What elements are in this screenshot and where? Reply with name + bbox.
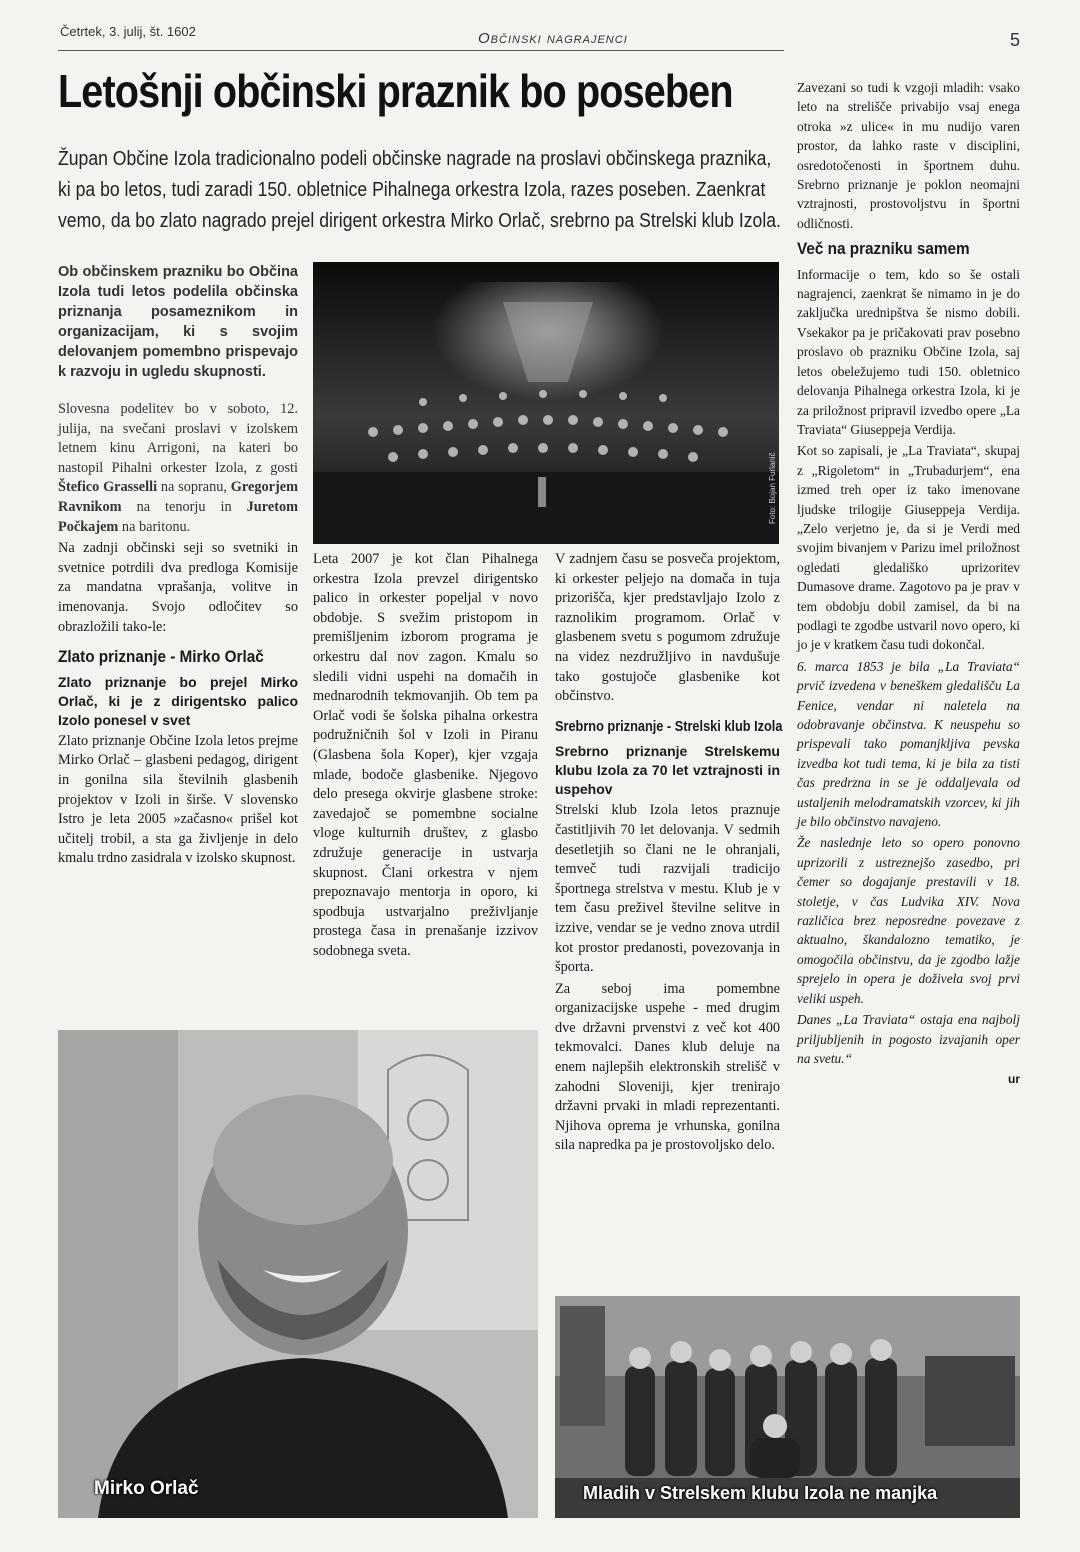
headline: Letošnji občinski praznik bo poseben: [58, 65, 733, 117]
intro-paragraph: Ob občinskem prazniku bo Občina Izola tudi letos podelila občinska priznanja posameznikom in organizacijam, ki s svojim delovanjem pomembno prispevajo k razvoju in ugledu skupnosti.: [58, 264, 298, 380]
section-title: Občinski nagrajenci: [478, 30, 628, 47]
paragraph: Zavezani so tudi k vzgoji mladih: vsako leto na strelišče privabijo vsaj enega otroka »z ulice« in mu nudijo varen prostor, da lahko raste v disciplini, osredotočenosti in športnem duhu. Srebrno priznanje je poklon neomajni vztrajnosti, prostovoljstvu in športni odličnosti.: [797, 80, 1020, 231]
page-number: 5: [1010, 30, 1021, 50]
column-4: [797, 78, 1020, 1090]
deck-silver: Srebrno priznanje Strelskemu klubu Izola za 70 let vztrajnosti in uspehov: [555, 743, 780, 798]
paragraph: Že naslednje leto so opero ponovno uprizorili z ustreznejšo zasedbo, pri čemer so dogajanje prestavili v 18. stoletje, v čas Ludvika XIV. Nova različica brez neposredne povezave z aktualno, škandalozno tematiko, je omogočila občinstvu, da je zgodbo lažje sprejelo in opera je doživela svoj prvi veliki uspeh.: [797, 835, 1020, 1006]
paragraph: 6. marca 1853 je bila „La Traviata“ prvič izvedena v beneškem gledališču La Fenice, vendar ni naletela na odobravanje občinstva. K neuspehu so prispevali tako pomanjkljiva pevska izvedba kot tudi tema, ki je bila za tisti čas predrzna in se je oddaljevala od ustaljenih melodramatskih vzorcev, ki jih je bilo občinstvo navajeno.: [797, 658, 1020, 830]
orchestra-photo: [313, 262, 779, 544]
author-signature: ur: [1008, 1072, 1020, 1087]
subheading-more: Več na prazniku samem: [797, 239, 970, 259]
subheading-silver: Srebrno priznanje - Strelski klub Izola: [555, 717, 783, 735]
column-2: [313, 550, 538, 963]
paragraph: V zadnjem času se posveča projektom, ki orkester peljejo na domača in tuja prizorišča, kjer predstavljajo Izolo z raznolikim programom. Orlač v glasbenem svetu s pogumom združuje na videz nezdružljivo in navdušuje tako gostujoče glasbenike kot občinstvo.: [555, 551, 780, 705]
column-1: [58, 262, 298, 871]
photo-caption: Mladih v Strelskem klubu Izola ne manjka: [583, 1483, 938, 1503]
paragraph: Strelski klub Izola letos praznuje častitljivih 70 let delovanja. V sedmih desetletjih so člani ne le ohranjali, temveč tudi razvijali tradicijo športnega strelstva v mestu. Klub je v tem času preživel številne selitve in izzive, vendar se je vedno znova utrdil kot prostor predanosti, povezovanja in športa.: [555, 802, 780, 976]
issue-date: Četrtek, 3. julij, št. 1602: [60, 24, 196, 39]
portrait-photo: [58, 1030, 538, 1518]
paragraph: Zlato priznanje Občine Izola letos prejme Mirko Orlač – glasbeni pedagog, dirigent in gonilna sila številnih glasbenih projektov v Izoli in širše. V slovensko Istro je leta 2005 »začasno« prišel kot učitelj trobil, a sta ga življenje in delo kmalu trdno zasidrala v izolsko skupnost.: [58, 732, 298, 867]
paragraph: Za seboj ima pomembne organizacijske uspehe - med drugim dve državni prvenstvi z več kot 400 tekmovalci. Danes klub deluje na enem najlepših elektronskih strelišč v zahodni Sloveniji, kjer trenirajo državni prvaki in mladi reprezentanti. Njihova oprema je vrhunska, gonilna sila napredka pa je prostovoljsko delo.: [555, 980, 780, 1154]
subheading-gold: Zlato priznanje - Mirko Orlač: [58, 647, 264, 667]
lead-paragraph: Župan Občine Izola tradicionalno podeli občinske nagrade na proslavi občinskega praznika, ki pa bo letos, tudi zaradi 150. obletnice Pihalnega orkestra Izola, razes poseben. Zaenkrat vemo, da bo zlato nagrado prejel dirigent orkestra Mirko Orlač, srebrno pa Strelski klub Izola.: [58, 148, 781, 232]
paragraph: Na zadnji občinski seji so svetniki in svetnice potrdili dva predloga Komisije za mandatna vprašanja, volitve in imenovanja. Svojo odločitev so obrazložili tako-le:: [58, 540, 298, 635]
column-3: [555, 550, 783, 1158]
paragraph: Danes „La Traviata“ ostaja ena najbolj priljubljenih in pogosto izvajanih oper na svetu.“: [797, 1012, 1020, 1066]
photo-caption: Mirko Orlač: [94, 1478, 199, 1499]
club-photo: [555, 1296, 1020, 1518]
paragraph: Slovesna podelitev bo v soboto, 12. julija, na svečani proslavi v izolskem letnem kinu Arrigoni, na kateri bo nastopil Pihalni orkester Izola, z gosti Štefico Grasselli na sopranu, Gregorjem Ravnikom na tenorju in Juretom Počkajem na baritonu.: [58, 401, 299, 535]
header-rule: [58, 50, 784, 51]
photo-credit: Foto: Bojan Furlanič: [768, 452, 777, 524]
paragraph: Leta 2007 je kot član Pihalnega orkestra Izola prevzel dirigentsko palico in orkester popeljal v novo obdobje. S svežim pristopom in premišljenim izborom programa je orkestru dal nov zagon. Kmalu so sledili vidni uspehi na domačih in mednarodnih tekmovanjih. Ob tem pa Orlač vodi še šolska pihalna orkestra podružničnih šol v Izoli in Piranu (Glasbena šola Koper), kjer vzgaja mlade, bodoče glasbenike. Njegovo delo presega okvirje glasbene stroke: zavedajoč se pomembne socialne vloge kulturnih društev, z glasbo združuje generacije in ustvarja skupnost. Člani orkestra v njem prepoznavajo mentorja in oporo, ki spodbuja ustvarjalno preživljanje prostega časa in prenašanje izzivov sodobnega sveta.: [313, 551, 538, 959]
deck-gold: Zlato priznanje bo prejel Mirko Orlač, ki je z dirigentsko palico Izolo ponesel v svet: [58, 673, 298, 728]
paragraph: Informacije o tem, kdo so še ostali nagrajenci, zaenkrat še nimamo in je do zaključka urednipštva še nismo dobili. Vsekakor pa je pričakovati prav posebno proslavo ob prazniku Občine Izola, saj letos obeležujemo tudi 150. obletnico delovanja Pihalnega orkestra Izola, ki je za priložnost pripravil izvedbo opere „La Traviata“ Giuseppeja Verdija.: [797, 266, 1020, 437]
paragraph: Kot so zapisali, je „La Traviata“, skupaj z „Rigoletom“ in „Trubadurjem“, ena izmed treh oper iz tako imenovane ljudske trilogije Giuseppeja Verdija. „Zelo verjetno je, da si je Verdi med svojim bivanjem v Parizu imel priložnost ogledati gledališko uprizoritev Dumasove drame. Zagotovo pa je prav v tem obdobju dobil zamisel, da bi na podlagi te zgodbe ustvaril novo opero, ki jo je v kratkem času tudi dokončal.: [797, 443, 1020, 653]
